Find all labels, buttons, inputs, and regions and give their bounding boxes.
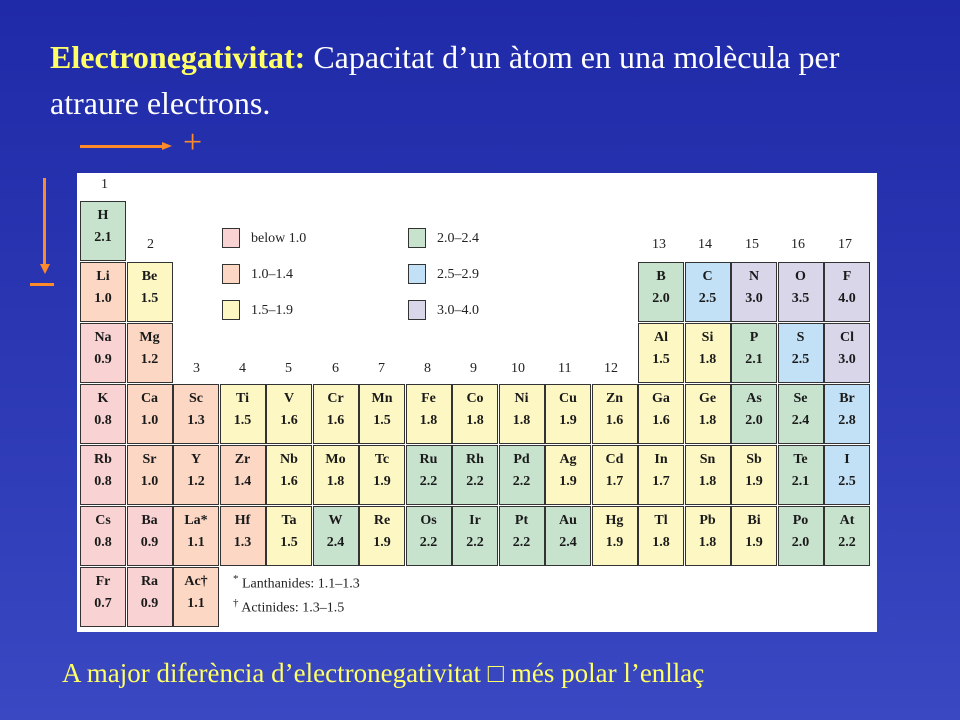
element-symbol: Li: [96, 269, 110, 284]
element-cell-pd: [499, 445, 545, 505]
element-cell-bi: [731, 506, 777, 566]
element-cell-v: [266, 384, 312, 444]
element-electronegativity: 1.8: [698, 352, 717, 367]
element-cell-ac: [173, 567, 219, 627]
element-electronegativity: 2.4: [791, 413, 810, 428]
element-cell-rh: [452, 445, 498, 505]
group-label-14: 14: [698, 237, 712, 252]
legend-label: 1.5–1.9: [251, 303, 293, 318]
element-symbol: C: [702, 269, 713, 284]
element-symbol: Sb: [746, 452, 762, 467]
element-cell-pt: [499, 506, 545, 566]
element-cell-ti: [220, 384, 266, 444]
element-cell-se: [778, 384, 824, 444]
element-symbol: Nb: [280, 452, 298, 467]
title-definition: Capacitat d’un àtom en una molècula per atraure electrons.: [50, 39, 840, 121]
element-symbol: Ti: [236, 391, 249, 406]
element-symbol: Co: [466, 391, 484, 406]
element-electronegativity: 1.8: [698, 413, 717, 428]
element-cell-s: [778, 323, 824, 383]
element-cell-cd: [592, 445, 638, 505]
element-symbol: Cd: [605, 452, 624, 467]
element-electronegativity: 3.0: [745, 291, 763, 306]
element-electronegativity: 2.2: [512, 535, 531, 550]
element-cell-f: [824, 262, 870, 322]
element-symbol: Au: [559, 513, 577, 528]
element-cell-ta: [266, 506, 312, 566]
element-electronegativity: 1.5: [652, 352, 670, 367]
element-symbol: Zr: [234, 452, 251, 467]
element-electronegativity: 0.8: [94, 413, 112, 428]
element-cell-zn: [592, 384, 638, 444]
element-electronegativity: 1.5: [373, 413, 391, 428]
legend-swatch-3-0: [408, 300, 426, 320]
legend-label: 3.0–4.0: [437, 303, 479, 318]
group-label-1: 1: [101, 177, 108, 192]
element-electronegativity: 3.0: [838, 352, 856, 367]
element-symbol: Si: [701, 330, 714, 345]
element-symbol: Pb: [699, 513, 716, 528]
group-label-7: 7: [378, 361, 385, 376]
element-electronegativity: 2.2: [838, 535, 856, 550]
element-symbol: At: [839, 513, 855, 528]
element-cell-ra: [127, 567, 173, 627]
element-symbol: P: [749, 330, 759, 345]
element-symbol: Tc: [374, 452, 390, 467]
element-cell-os: [406, 506, 452, 566]
element-electronegativity: 1.3: [233, 535, 252, 550]
legend-swatch-1-5: [222, 300, 240, 320]
element-cell-i: [824, 445, 870, 505]
element-electronegativity: 2.4: [559, 535, 577, 550]
group-label-9: 9: [470, 361, 477, 376]
element-symbol: Te: [793, 452, 808, 467]
element-cell-nb: [266, 445, 312, 505]
element-electronegativity: 2.2: [466, 535, 484, 550]
element-cell-p: [731, 323, 777, 383]
legend-label: 1.0–1.4: [251, 267, 293, 282]
element-symbol: Tl: [654, 513, 668, 528]
element-electronegativity: 2.1: [94, 230, 112, 245]
element-cell-br: [824, 384, 870, 444]
element-electronegativity: 2.2: [466, 474, 484, 489]
asterisk-mark: *: [233, 573, 239, 585]
element-electronegativity: 1.2: [187, 474, 205, 489]
slide-title: [50, 34, 930, 126]
element-cell-b: [638, 262, 684, 322]
element-symbol: Ni: [514, 391, 529, 406]
element-symbol: Sn: [699, 452, 716, 467]
element-symbol: O: [795, 269, 806, 284]
element-symbol: Al: [654, 330, 668, 345]
element-cell-cs: [80, 506, 126, 566]
element-cell-ca: [127, 384, 173, 444]
element-electronegativity: 1.9: [745, 474, 763, 489]
element-electronegativity: 1.8: [698, 535, 717, 550]
element-electronegativity: 0.9: [140, 535, 159, 550]
element-electronegativity: 1.9: [559, 413, 577, 428]
element-electronegativity: 1.9: [373, 535, 391, 550]
element-cell-cl: [824, 323, 870, 383]
element-cell-o: [778, 262, 824, 322]
group-label-17: 17: [838, 237, 852, 252]
element-symbol: F: [842, 269, 852, 284]
element-cell-po: [778, 506, 824, 566]
element-electronegativity: 1.8: [652, 535, 670, 550]
element-electronegativity: 1.6: [652, 413, 670, 428]
element-cell-cr: [313, 384, 359, 444]
element-symbol: K: [97, 391, 109, 406]
element-symbol: Hg: [605, 513, 624, 528]
down-arrow-icon: [40, 178, 50, 274]
element-cell-tc: [359, 445, 405, 505]
element-electronegativity: 1.2: [140, 352, 159, 367]
element-cell-mo: [313, 445, 359, 505]
element-electronegativity: 1.8: [466, 413, 484, 428]
element-cell-mn: [359, 384, 405, 444]
element-electronegativity: 0.8: [94, 535, 112, 550]
element-symbol: Br: [839, 391, 855, 406]
element-symbol: Cl: [840, 330, 854, 345]
element-electronegativity: 1.5: [140, 291, 159, 306]
element-electronegativity: 3.5: [791, 291, 810, 306]
element-cell-cu: [545, 384, 591, 444]
lanthanides-text: Lanthanides: 1.1–1.3: [242, 576, 360, 592]
element-electronegativity: 1.9: [745, 535, 763, 550]
footnote-actinides: [233, 595, 344, 617]
footnote-lanthanides: [233, 571, 360, 593]
element-cell-hf: [220, 506, 266, 566]
element-electronegativity: 2.2: [512, 474, 531, 489]
element-cell-as: [731, 384, 777, 444]
element-cell-si: [685, 323, 731, 383]
element-cell-sb: [731, 445, 777, 505]
element-cell-re: [359, 506, 405, 566]
element-cell-fr: [80, 567, 126, 627]
element-symbol: Po: [792, 513, 809, 528]
element-cell-ge: [685, 384, 731, 444]
element-cell-in: [638, 445, 684, 505]
legend-swatch-2-5: [408, 264, 426, 284]
element-electronegativity: 4.0: [838, 291, 856, 306]
element-cell-mg: [127, 323, 173, 383]
element-symbol: Mg: [139, 330, 160, 345]
element-cell-pb: [685, 506, 731, 566]
element-symbol: Ga: [652, 391, 670, 406]
element-symbol: Mn: [371, 391, 393, 406]
element-cell-ag: [545, 445, 591, 505]
element-symbol: In: [654, 452, 668, 467]
legend-swatch-below-1: [222, 228, 240, 248]
element-cell-k: [80, 384, 126, 444]
title-term: Electronegativitat:: [50, 39, 306, 75]
element-symbol: Be: [141, 269, 158, 284]
element-cell-au: [545, 506, 591, 566]
element-cell-al: [638, 323, 684, 383]
element-electronegativity: 2.0: [791, 535, 810, 550]
element-electronegativity: 1.5: [233, 413, 252, 428]
element-electronegativity: 1.7: [652, 474, 670, 489]
element-electronegativity: 0.8: [94, 474, 112, 489]
element-symbol: Fe: [421, 391, 436, 406]
element-cell-rb: [80, 445, 126, 505]
element-electronegativity: 2.2: [419, 474, 438, 489]
group-label-10: 10: [511, 361, 525, 376]
element-symbol: S: [796, 330, 805, 345]
element-symbol: Ag: [559, 452, 577, 467]
dagger-mark: †: [233, 597, 239, 609]
element-electronegativity: 0.9: [140, 596, 159, 611]
element-symbol: Ru: [419, 452, 438, 467]
group-label-5: 5: [285, 361, 292, 376]
element-electronegativity: 1.6: [326, 413, 345, 428]
element-electronegativity: 1.8: [326, 474, 345, 489]
element-symbol: Cs: [95, 513, 111, 528]
element-symbol: Cr: [327, 391, 344, 406]
element-symbol: Na: [94, 330, 112, 345]
element-symbol: Ra: [140, 574, 159, 589]
element-symbol: Sc: [189, 391, 203, 406]
element-cell-sn: [685, 445, 731, 505]
plus-sign: +: [183, 124, 203, 161]
element-cell-h: [80, 201, 126, 261]
element-symbol: Y: [190, 452, 202, 467]
element-electronegativity: 1.8: [698, 474, 717, 489]
element-electronegativity: 2.5: [698, 291, 717, 306]
group-label-11: 11: [558, 361, 572, 376]
group-label-12: 12: [604, 361, 618, 376]
group-label-8: 8: [424, 361, 431, 376]
element-electronegativity: 2.0: [652, 291, 670, 306]
element-electronegativity: 1.6: [280, 474, 298, 489]
legend-label: 2.0–2.4: [437, 231, 479, 246]
element-electronegativity: 1.5: [280, 535, 298, 550]
element-electronegativity: 2.8: [838, 413, 856, 428]
legend-swatch-1-0: [222, 264, 240, 284]
element-cell-tl: [638, 506, 684, 566]
element-symbol: Cu: [559, 391, 577, 406]
group-label-16: 16: [791, 237, 805, 252]
element-symbol: W: [328, 513, 343, 528]
element-cell-hg: [592, 506, 638, 566]
element-symbol: Ba: [141, 513, 158, 528]
legend-swatch-2-0: [408, 228, 426, 248]
element-cell-ru: [406, 445, 452, 505]
element-electronegativity: 1.7: [605, 474, 624, 489]
element-cell-co: [452, 384, 498, 444]
element-symbol: Rb: [94, 452, 112, 467]
element-electronegativity: 2.5: [791, 352, 810, 367]
element-cell-sc: [173, 384, 219, 444]
element-electronegativity: 1.0: [140, 474, 159, 489]
element-electronegativity: 1.1: [187, 596, 205, 611]
group-label-13: 13: [652, 237, 666, 252]
element-electronegativity: 1.6: [605, 413, 624, 428]
element-electronegativity: 1.4: [233, 474, 252, 489]
element-symbol: As: [746, 391, 762, 406]
element-symbol: Ac†: [184, 574, 208, 589]
element-electronegativity: 0.7: [94, 596, 112, 611]
element-cell-ba: [127, 506, 173, 566]
element-cell-be: [127, 262, 173, 322]
element-electronegativity: 2.2: [419, 535, 438, 550]
element-cell-fe: [406, 384, 452, 444]
element-cell-te: [778, 445, 824, 505]
element-electronegativity: 1.9: [605, 535, 624, 550]
element-cell-c: [685, 262, 731, 322]
element-cell-at: [824, 506, 870, 566]
element-cell-ga: [638, 384, 684, 444]
element-symbol: V: [283, 391, 295, 406]
element-electronegativity: 1.8: [512, 413, 531, 428]
right-arrow-icon: [80, 142, 172, 150]
element-symbol: Pd: [513, 452, 530, 467]
element-electronegativity: 0.9: [94, 352, 112, 367]
element-electronegativity: 1.1: [187, 535, 205, 550]
element-cell-n: [731, 262, 777, 322]
element-symbol: Ir: [469, 513, 481, 528]
conclusion-text: A major diferència d’electronegativitat □ més polar l’enllaç: [62, 658, 705, 688]
element-electronegativity: 1.0: [94, 291, 112, 306]
element-symbol: Ca: [140, 391, 159, 406]
element-symbol: Ge: [698, 391, 717, 406]
element-symbol: Mo: [325, 452, 346, 467]
element-electronegativity: 1.6: [280, 413, 298, 428]
element-symbol: Hf: [234, 513, 251, 528]
element-cell-la: [173, 506, 219, 566]
element-symbol: La*: [184, 513, 208, 528]
element-symbol: Sr: [142, 452, 157, 467]
element-symbol: Pt: [514, 513, 529, 528]
element-symbol: Re: [373, 513, 391, 528]
element-electronegativity: 2.5: [838, 474, 856, 489]
element-symbol: Os: [420, 513, 437, 528]
element-electronegativity: 2.1: [745, 352, 763, 367]
element-symbol: Se: [793, 391, 808, 406]
element-electronegativity: 1.3: [187, 413, 205, 428]
element-electronegativity: 2.0: [745, 413, 763, 428]
element-cell-li: [80, 262, 126, 322]
element-cell-sr: [127, 445, 173, 505]
element-symbol: Ta: [281, 513, 297, 528]
element-symbol: Fr: [95, 574, 111, 589]
element-symbol: N: [748, 269, 760, 284]
element-electronegativity: 1.8: [419, 413, 438, 428]
element-cell-ir: [452, 506, 498, 566]
group-label-6: 6: [332, 361, 339, 376]
element-cell-w: [313, 506, 359, 566]
group-label-3: 3: [193, 361, 200, 376]
element-symbol: I: [844, 452, 850, 467]
legend-label: 2.5–2.9: [437, 267, 479, 282]
element-cell-y: [173, 445, 219, 505]
group-label-15: 15: [745, 237, 759, 252]
element-electronegativity: 1.9: [373, 474, 391, 489]
element-electronegativity: 1.9: [559, 474, 577, 489]
element-cell-ni: [499, 384, 545, 444]
actinides-text: Actinides: 1.3–1.5: [241, 600, 345, 616]
periodic-table-panel: [77, 173, 877, 632]
minus-sign: [30, 283, 54, 286]
element-symbol: Rh: [466, 452, 484, 467]
element-symbol: H: [97, 208, 109, 223]
element-cell-na: [80, 323, 126, 383]
element-electronegativity: 2.4: [326, 535, 345, 550]
element-electronegativity: 2.1: [791, 474, 810, 489]
element-electronegativity: 1.0: [140, 413, 159, 428]
element-symbol: Zn: [605, 391, 624, 406]
group-label-4: 4: [239, 361, 246, 376]
element-symbol: Bi: [747, 513, 761, 528]
legend-label: below 1.0: [251, 231, 307, 246]
element-cell-zr: [220, 445, 266, 505]
element-symbol: B: [656, 269, 666, 284]
group-label-2: 2: [147, 237, 154, 252]
